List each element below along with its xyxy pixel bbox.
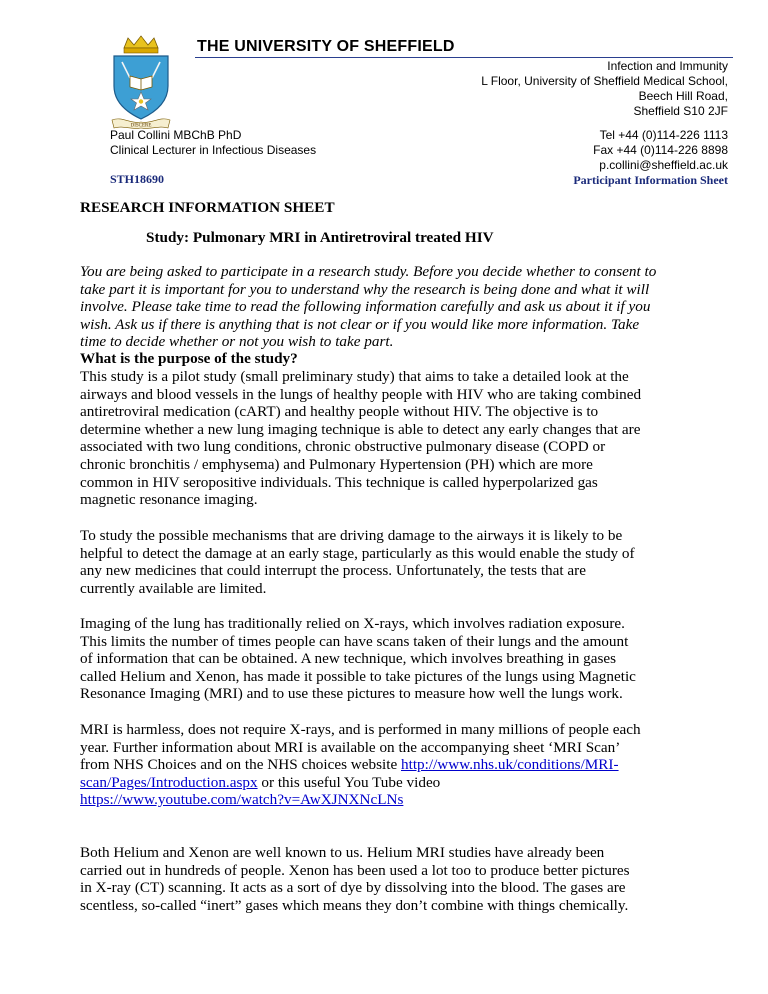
paragraph-line: year. Further information about MRI is available on the accompanying sheet ‘MRI Scan’ xyxy=(80,738,621,756)
paragraph-imaging xyxy=(80,615,740,703)
paragraph-line: common in HIV seropositive individuals. This technique is called hyperpolarized gas xyxy=(80,473,598,491)
paragraph-line: To study the possible mechanisms that are driving damage to the airways it is likely to be xyxy=(80,527,623,544)
crest-motto: DISCERE xyxy=(130,123,152,129)
author-name: Paul Collini MBChB PhD xyxy=(110,128,242,142)
paragraph-line: in X-ray (CT) scanning. It acts as a sort of dye by dissolving into the blood. The gases are xyxy=(80,879,626,897)
paragraph-text: or this useful You Tube video xyxy=(257,773,441,791)
telephone: Tel +44 (0)114-226 1113 xyxy=(599,128,728,142)
paragraph-purpose xyxy=(80,368,740,509)
paragraph-line: This limits the number of times people can have scans taken of their lungs and the amount xyxy=(80,632,629,650)
nhs-choices-link[interactable]: http://www.nhs.uk/conditions/MRI- xyxy=(401,756,619,774)
paragraph-line: antiretroviral medication (cART) and healthy people without HIV. The objective is to xyxy=(80,403,599,421)
paragraph-line: MRI is harmless, does not require X-rays, and is performed in many millions of people each xyxy=(80,721,641,738)
paragraph-line: helpful to detect the damage at an early stage, particularly as this would enable the study of xyxy=(80,544,635,562)
paragraph-line: This study is a pilot study (small preliminary study) that aims to take a detailed look at the xyxy=(80,368,629,385)
title-underline-rule xyxy=(195,57,733,58)
paragraph-line: of information that can be obtained. A new technique, which involves breathing in gases xyxy=(80,650,617,668)
document-heading: RESEARCH INFORMATION SHEET xyxy=(80,199,335,216)
paragraph-line: Imaging of the lung has traditionally relied on X-rays, which involves radiation exposure. xyxy=(80,615,625,632)
university-crest-logo xyxy=(110,34,172,130)
address-line: Beech Hill Road, xyxy=(638,89,728,103)
paragraph-mechanisms xyxy=(80,527,740,597)
paragraph-helium-xenon xyxy=(80,844,740,914)
fax: Fax +44 (0)114-226 8898 xyxy=(593,143,728,157)
author-role: Clinical Lecturer in Infectious Diseases xyxy=(110,143,317,157)
intro-line: involve. Please take time to read the following information carefully and ask us about it if you xyxy=(80,298,651,316)
university-title: THE UNIVERSITY OF SHEFFIELD xyxy=(197,38,455,55)
paragraph-line: any new medicines that could interrupt the process. Unfortunately, the tests that are xyxy=(80,562,586,580)
paragraph-text: from NHS Choices and on the NHS choices website xyxy=(80,756,401,774)
paragraph-mri-info xyxy=(80,721,740,809)
paragraph-line: magnetic resonance imaging. xyxy=(80,491,258,509)
sheet-label: Participant Information Sheet xyxy=(573,173,728,187)
paragraph-line xyxy=(80,774,740,792)
contact-block xyxy=(573,128,728,188)
paragraph-line: airways and blood vessels in the lungs of healthy people with HIV who are taking combined xyxy=(80,385,642,403)
paragraph-line xyxy=(80,756,740,774)
intro-line: wish. Ask us if there is anything that is not clear or if you would like more information. Take xyxy=(80,315,640,333)
paragraph-line: scentless, so-called “inert” gases which means they don’t combine with things chemically. xyxy=(80,896,629,914)
paragraph-line xyxy=(80,791,740,809)
paragraph-line: chronic bronchitis / emphysema) and Pulmonary Hypertension (PH) which are more xyxy=(80,455,593,473)
section-heading-purpose: What is the purpose of the study? xyxy=(80,350,298,367)
intro-line: take part it is important for you to understand why the research is being done and what it will xyxy=(80,280,650,298)
paragraph-line: associated with two lung conditions, chronic obstructive pulmonary disease (COPD or xyxy=(80,438,606,456)
email: p.collini@sheffield.ac.uk xyxy=(599,158,728,172)
author-block xyxy=(110,128,316,158)
intro-line: time to decide whether or not you wish to take part. xyxy=(80,333,394,351)
department-address xyxy=(481,59,728,119)
address-line: Sheffield S10 2JF xyxy=(633,104,728,118)
paragraph-line: determine whether a new lung imaging technique is able to detect any early changes that are xyxy=(80,420,641,438)
youtube-video-link[interactable]: https://www.youtube.com/watch?v=AwXJNXNcLNs xyxy=(80,791,404,809)
nhs-choices-link-continued[interactable]: scan/Pages/Introduction.aspx xyxy=(80,773,258,791)
intro-line: You are being asked to participate in a research study. Before you decide whether to consent to xyxy=(80,263,657,280)
intro-paragraph xyxy=(80,263,740,351)
address-line: Infection and Immunity xyxy=(607,59,728,73)
address-line: L Floor, University of Sheffield Medical School, xyxy=(481,74,728,88)
study-title: Study: Pulmonary MRI in Antiretroviral treated HIV xyxy=(146,229,494,246)
paragraph-line: currently available are limited. xyxy=(80,579,267,597)
paragraph-line: Both Helium and Xenon are well known to us. Helium MRI studies have already been xyxy=(80,844,605,861)
paragraph-line: called Helium and Xenon, has made it possible to take pictures of the lungs using Magnetic xyxy=(80,667,636,685)
reference-number: STH18690 xyxy=(110,172,165,186)
paragraph-line: Resonance Imaging (MRI) and to use these pictures to measure how well the lungs work. xyxy=(80,685,623,703)
paragraph-line: carried out in hundreds of people. Xenon has been used a lot too to produce better pictures xyxy=(80,861,630,879)
